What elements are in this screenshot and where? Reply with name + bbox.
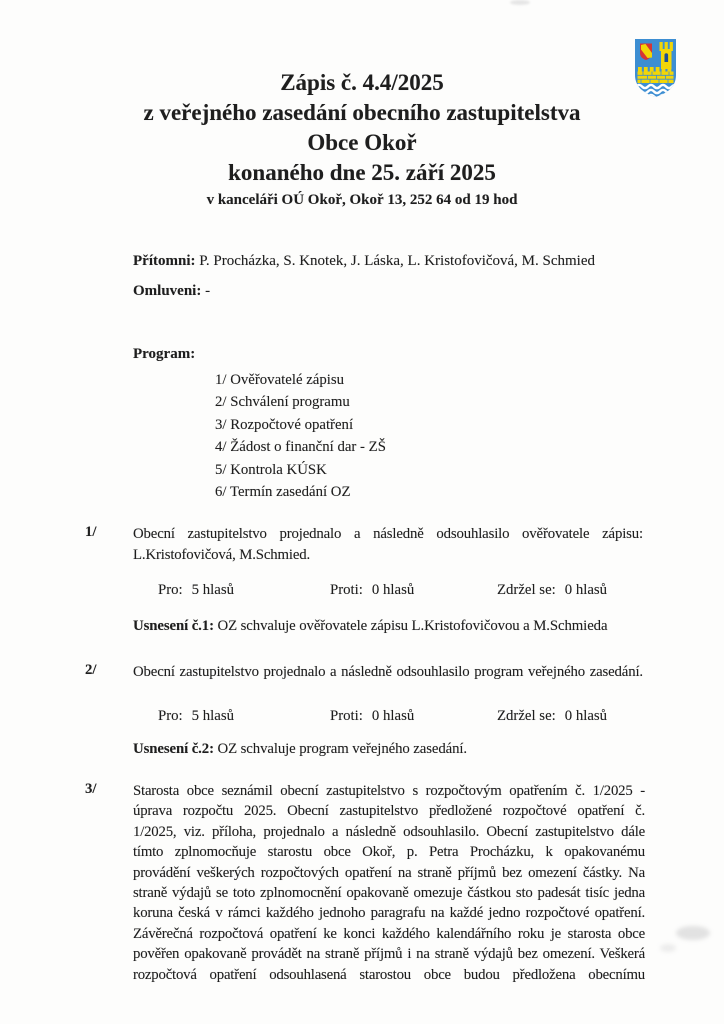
resolution-label: Usnesení č.2: [133, 741, 214, 757]
document-title-block [0, 68, 724, 211]
title-line-3: Obce Okoř [307, 130, 417, 155]
paragraph-line: Obecní zastupitelstvo projednalo a následně odsouhlasilo program veřejného zasedání. [133, 664, 643, 680]
logo-tower [660, 42, 673, 69]
agenda-item-text [133, 662, 643, 683]
logo-tower-window [665, 53, 669, 62]
vote-zdrzel: Zdržel se: 0 hlasů [497, 708, 608, 724]
present-value: P. Procházka, S. Knotek, J. Láska, L. Kristofovičová, M. Schmied [199, 253, 596, 269]
paragraph-line: Závěrečná rozpočtová opatření ke konci každého kalendářního roku je starosta obce [133, 925, 645, 942]
excused-line [133, 276, 595, 306]
paragraph-line: straně výdajů se toto zplnomocnění opakovaně omezuje částkou sto padesát tisíc jedna [133, 885, 645, 902]
title-line-1: Zápis č. 4.4/2025 [280, 70, 444, 95]
excused-value: - [205, 283, 211, 299]
program-item: 1/ Ověřovatelé zápisu [215, 372, 345, 388]
vote-proti: Proti: 0 hlasů [330, 582, 415, 598]
vote-zdrzel: Zdržel se: 0 hlasů [497, 582, 608, 598]
vote-pro: Pro: 5 hlasů [158, 708, 235, 724]
resolution-line [133, 741, 467, 758]
agenda-item-number: 3/ [85, 781, 97, 797]
paragraph-line: úprava rozpočtu 2025. Obecní zastupitelstvo předložené rozpočtové opatření č. [133, 803, 645, 820]
agenda-item-number: 1/ [85, 524, 97, 540]
agenda-item-text [133, 524, 643, 566]
resolution-line [133, 618, 607, 635]
meeting-location-line: v kanceláři OÚ Okoř, Okoř 13, 252 64 od 19 hod [206, 192, 518, 208]
paragraph-line: L.Kristofovičová, M.Schmied. [133, 547, 311, 563]
agenda-item-number: 2/ [85, 662, 97, 678]
scan-speck [510, 0, 530, 5]
paragraph-line: pověřen opakovaně provádět na straně příjmů i na straně výdajů bez omezení. Veškerá [133, 946, 645, 963]
agenda-item-text [133, 781, 645, 985]
scan-smudge [660, 944, 676, 952]
resolution-text: OZ schvaluje program veřejného zasedání. [217, 741, 468, 757]
title-line-4: konaného dne 25. září 2025 [228, 160, 496, 185]
attendance-block [133, 246, 595, 306]
paragraph-line: Starosta obce seznámil obecní zastupitelstvo s rozpočtovým opatřením č. 1/2025 - [133, 783, 645, 799]
title-line-2: z veřejného zasedání obecního zastupitelstva [143, 100, 581, 125]
program-label: Program: [133, 346, 196, 362]
resolution-text: OZ schvaluje ověřovatele zápisu L.Kristofovičovou a M.Schmieda [217, 618, 608, 634]
program-item: 5/ Kontrola KÚSK [215, 461, 327, 478]
vote-pro: Pro: 5 hlasů [158, 582, 235, 598]
program-list [215, 369, 386, 503]
paragraph-line: provádění veškerých rozpočtových opatření na straně příjmů bez omezení částky. Na [133, 864, 645, 881]
paragraph-line: Obecní zastupitelstvo projednalo a následně odsouhlasilo ověřovatele zápisu: [133, 526, 643, 542]
present-line [133, 246, 595, 276]
paragraph-line: 1/2025, viz. příloha, projednalo a následně odsouhlasilo. Obecní zastupitelstvo dále [133, 823, 645, 840]
excused-label: Omluveni: [133, 283, 202, 299]
scan-smudge [676, 926, 710, 940]
program-item: 3/ Rozpočtové opatření [215, 416, 354, 433]
resolution-label: Usnesení č.1: [133, 618, 214, 634]
vote-proti: Proti: 0 hlasů [330, 708, 415, 724]
program-item: 6/ Termín zasedání OZ [215, 484, 351, 501]
present-label: Přítomni: [133, 253, 196, 269]
paragraph-line: rozpočtová opatření odsouhlasená starostou obce budou předložena obecnímu [133, 966, 645, 983]
program-item: 2/ Schválení programu [215, 394, 350, 411]
program-item: 4/ Žádost o finanční dar - ZŠ [215, 439, 386, 456]
paragraph-line: tímto zplnomocňuje starostu obce Okoř, p. Petra Procházku, k opakovanému [133, 844, 645, 861]
paragraph-line: koruna česká v rámci každého jednoho paragrafu na každé jedno rozpočtové opatření. [133, 905, 645, 922]
